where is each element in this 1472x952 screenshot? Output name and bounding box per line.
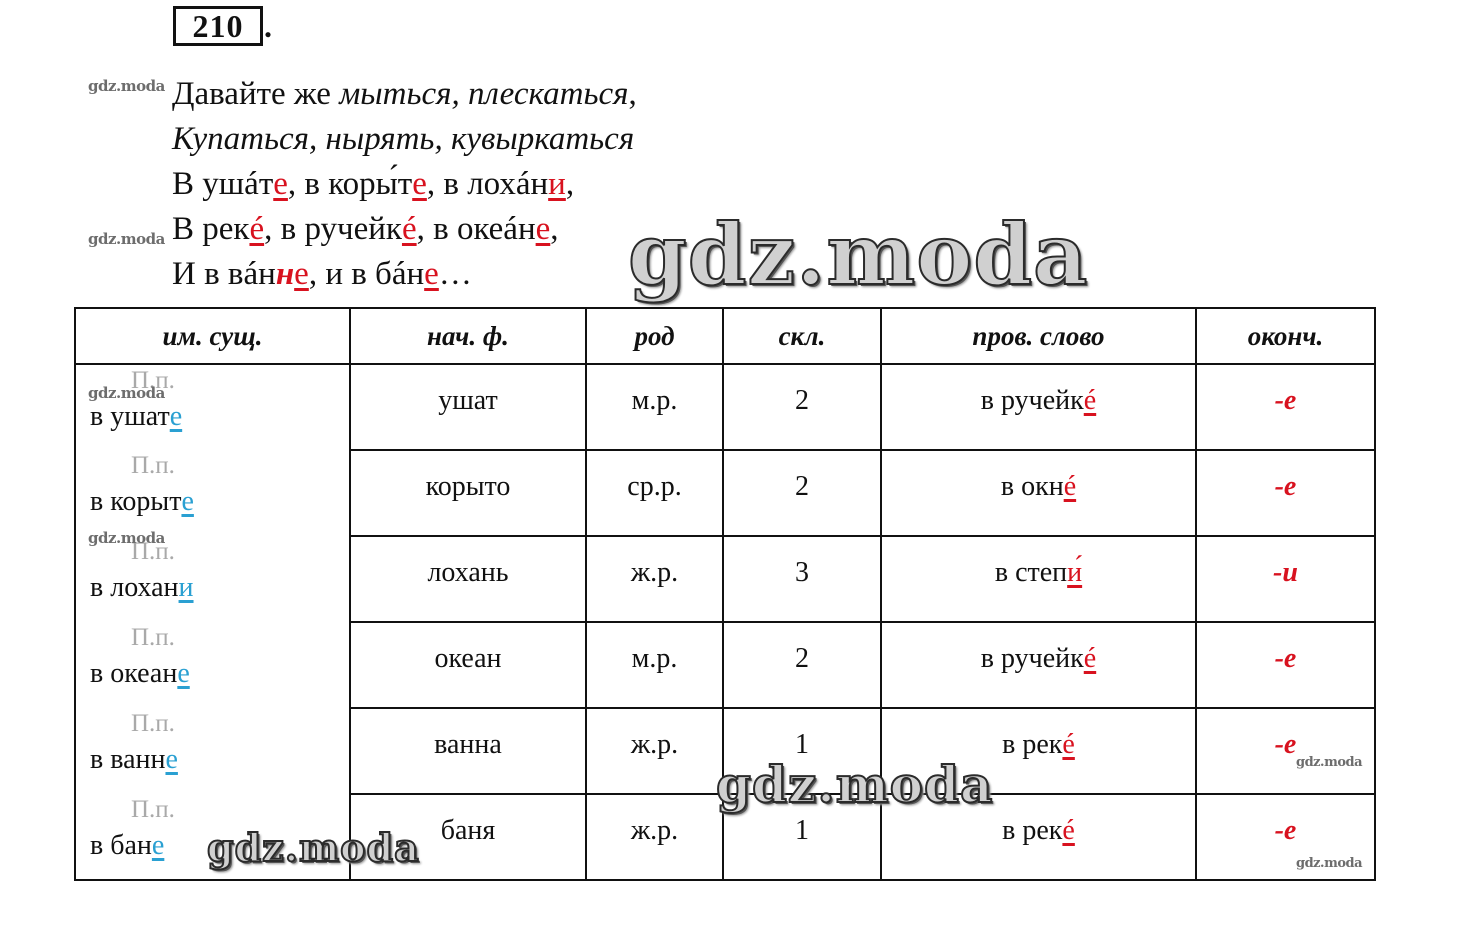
gender-cell: ж.р. xyxy=(586,708,723,794)
poem-ending: и xyxy=(548,166,566,202)
noun-cell xyxy=(75,450,350,536)
noun-cell xyxy=(75,622,350,708)
exercise-number-dot: . xyxy=(264,8,272,44)
poem-text: В рек xyxy=(172,211,250,247)
header-base-form: нач. ф. xyxy=(350,308,586,364)
check-word-cell: в рекé xyxy=(881,794,1196,880)
declension-cell: 2 xyxy=(723,450,881,536)
poem-text: т xyxy=(397,166,413,202)
noun-text: в бане xyxy=(90,830,165,861)
ending-cell: -и xyxy=(1196,536,1375,622)
noun-cell xyxy=(75,708,350,794)
base-form-cell: океан xyxy=(350,622,586,708)
check-word-cell: в рекé xyxy=(881,708,1196,794)
gender-cell: м.р. xyxy=(586,622,723,708)
watermark-small: gdz.moda xyxy=(88,529,165,547)
poem-line-2 xyxy=(172,117,637,162)
ending-cell: -е xyxy=(1196,364,1375,450)
header-check-word: пров. слово xyxy=(881,308,1196,364)
watermark-small: gdz.moda xyxy=(88,77,165,95)
ending-cell: -е xyxy=(1196,450,1375,536)
declension-cell: 1 xyxy=(723,708,881,794)
watermark-large: gdz.moda xyxy=(716,755,994,814)
case-label: П.п. xyxy=(131,624,175,651)
case-label: П.п. xyxy=(131,796,175,823)
header-noun: им. сущ. xyxy=(75,308,350,364)
gender-cell: м.р. xyxy=(586,364,723,450)
case-label: П.п. xyxy=(131,452,175,479)
poem-text: , xyxy=(565,166,575,202)
watermark-small: gdz.moda xyxy=(88,384,165,402)
watermark-large: gdz.moda xyxy=(207,825,420,870)
watermark-small: gdz.moda xyxy=(1296,755,1363,770)
table-row xyxy=(75,536,1375,622)
watermark-small: gdz.moda xyxy=(88,230,165,248)
poem-line-1 xyxy=(172,72,637,117)
declension-cell: 3 xyxy=(723,536,881,622)
gender-cell: ср.р. xyxy=(586,450,723,536)
ending-cell: -е xyxy=(1196,708,1375,794)
check-word-cell: в ручейкé xyxy=(881,622,1196,708)
noun-text: в океане xyxy=(90,658,190,689)
poem-ending: е xyxy=(535,211,551,247)
header-declension: скл. xyxy=(723,308,881,364)
declension-cell: 2 xyxy=(723,364,881,450)
poem-text: , в коры́ xyxy=(287,166,398,202)
noun-text: в ванне xyxy=(90,744,178,775)
poem xyxy=(172,72,637,297)
poem-double-letter: н xyxy=(275,256,295,292)
check-word-cell: в степи́ xyxy=(881,536,1196,622)
noun-cell xyxy=(75,364,350,450)
ending-cell: -е xyxy=(1196,794,1375,880)
poem-text: н xyxy=(530,166,549,202)
poem-ending: é xyxy=(401,211,417,247)
noun-text: в лохани xyxy=(90,572,194,603)
gender-cell: ж.р. xyxy=(586,794,723,880)
case-label: П.п. xyxy=(131,710,175,737)
poem-ending: е xyxy=(294,256,309,292)
check-word-cell: в ручейкé xyxy=(881,364,1196,450)
ending-cell: -е xyxy=(1196,622,1375,708)
poem-text: н xyxy=(406,256,425,292)
header-gender: род xyxy=(586,308,723,364)
exercise-number: 210 xyxy=(173,6,263,46)
base-form-cell: корыто xyxy=(350,450,586,536)
table-row xyxy=(75,364,1375,450)
declension-cell: 2 xyxy=(723,622,881,708)
check-word-cell: в окнé xyxy=(881,450,1196,536)
poem-ending: é xyxy=(249,211,265,247)
case-label: П.п. xyxy=(131,538,175,565)
poem-text: н xyxy=(517,211,536,247)
poem-text: н xyxy=(258,256,276,292)
poem-text: В ушá xyxy=(172,166,259,202)
poem-text: т xyxy=(258,166,274,202)
base-form-cell: ушат xyxy=(350,364,586,450)
poem-text: , xyxy=(550,211,559,247)
poem-line-5 xyxy=(172,252,637,297)
poem-text-italic: мыться, плескаться xyxy=(339,76,629,112)
base-form-cell: лохань xyxy=(350,536,586,622)
watermark-large: gdz.moda xyxy=(628,205,1089,304)
poem-text: … xyxy=(438,256,472,292)
case-label: П.п. xyxy=(131,367,175,394)
poem-text: , в океá xyxy=(416,211,518,247)
poem-text: И в вá xyxy=(172,256,259,292)
base-form-cell: баня xyxy=(350,794,586,880)
poem-ending: е xyxy=(273,166,288,202)
poem-ending: е xyxy=(424,256,439,292)
poem-text: , в лохá xyxy=(426,166,531,202)
watermark-small: gdz.moda xyxy=(1296,856,1363,871)
poem-ending: е xyxy=(412,166,427,202)
poem-text: , и в бá xyxy=(308,256,407,292)
noun-text: в корыте xyxy=(90,486,194,517)
table-header-row xyxy=(75,308,1375,364)
table-row xyxy=(75,622,1375,708)
poem-line-3 xyxy=(172,162,637,207)
poem-text: , в ручейк xyxy=(264,211,402,247)
noun-text: в ушате xyxy=(90,401,183,432)
gender-cell: ж.р. xyxy=(586,536,723,622)
declension-cell: 1 xyxy=(723,794,881,880)
noun-cell xyxy=(75,536,350,622)
base-form-cell: ванна xyxy=(350,708,586,794)
poem-text: , xyxy=(628,76,637,112)
poem-text: Давайте же xyxy=(172,76,340,112)
header-ending: оконч. xyxy=(1196,308,1375,364)
table-row xyxy=(75,450,1375,536)
poem-line-4 xyxy=(172,207,637,252)
poem-text-italic: Купаться, нырять, кувыркаться xyxy=(172,121,635,157)
